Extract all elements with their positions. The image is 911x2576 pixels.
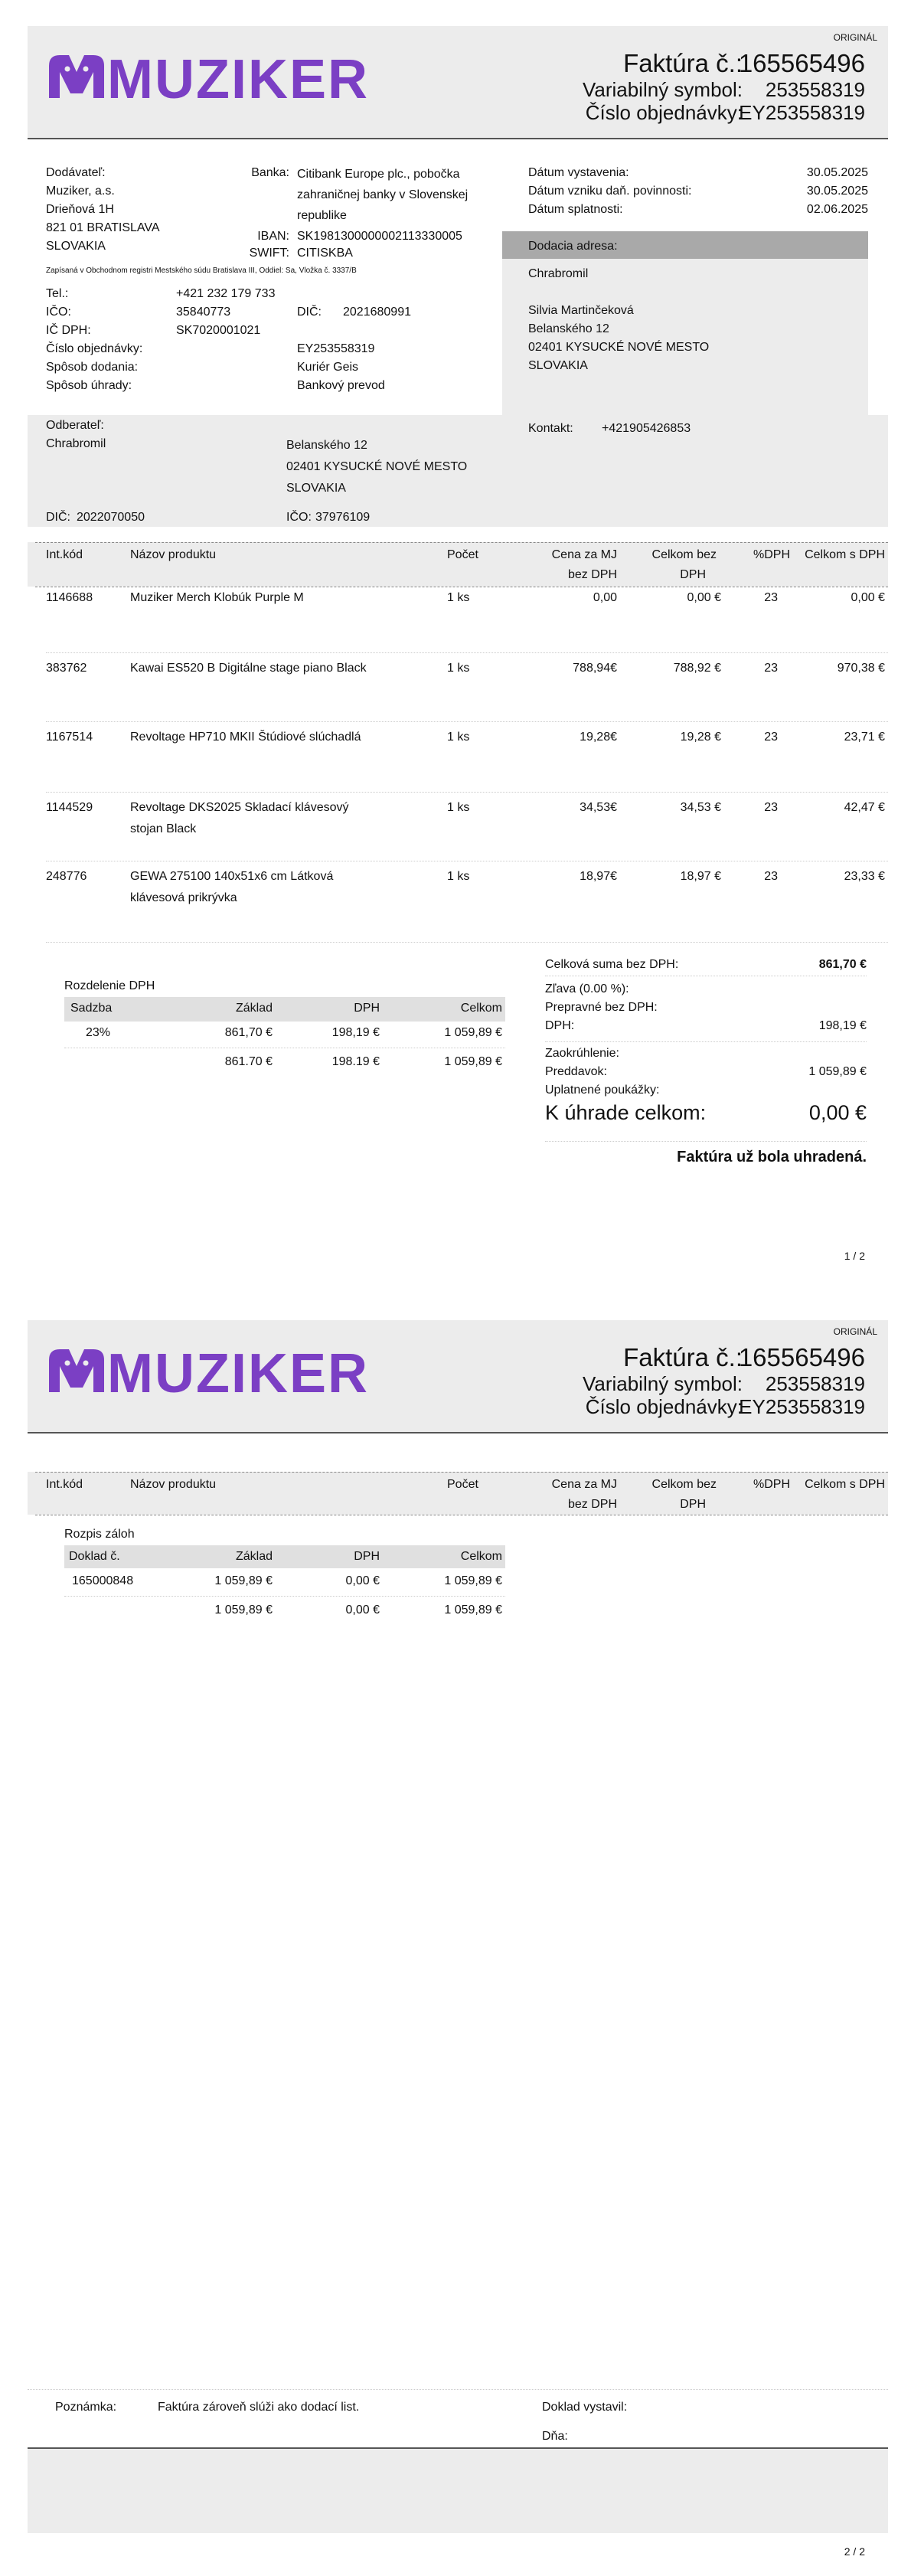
supplier-tel: +421 232 179 733: [176, 287, 276, 300]
delivery-title: Dodacia adresa:: [528, 240, 618, 253]
supplier-meta-labels: Tel.: IČO: IČ DPH: Číslo objednávky: Spôsob dodania: Spôsob úhrady:: [46, 287, 143, 392]
delivery-title-bar: [502, 231, 868, 259]
supplier-title: Dodávateľ:: [46, 166, 106, 179]
col-vat: %DPH: [753, 548, 790, 561]
paid-note: Faktúra už bola uhradená.: [677, 1149, 867, 1165]
customer-dic-label: DIČ:: [46, 511, 70, 524]
col-gross: Celkom s DPH: [805, 548, 885, 561]
original-label: ORIGINÁL: [833, 32, 877, 43]
advance-label: Preddavok:: [545, 1065, 607, 1078]
delivery-country: SLOVAKIA: [528, 359, 588, 372]
supplier-icdph: SK7020001021: [176, 324, 261, 337]
supplier-meta-values: [176, 285, 275, 340]
advance-amount: 1 059,89 €: [808, 1065, 867, 1078]
supplier-block: [46, 164, 160, 256]
delivery-street: Belanského 12: [528, 322, 609, 335]
amount-due-label: K úhrade celkom:: [545, 1101, 707, 1124]
var-symbol: 253558319: [765, 78, 865, 101]
note-text: Faktúra zároveň slúži ako dodací list.: [158, 2401, 360, 2414]
bank-name: Citibank Europe plc., pobočka zahraničnej banky v Slovenskej republike: [297, 168, 469, 222]
amount-due: 0,00 €: [808, 1101, 867, 1124]
vat-summary-title: Rozdelenie DPH: [64, 979, 155, 992]
due-date: 02.06.2025: [806, 203, 868, 216]
col-name: Názov produktu: [130, 548, 217, 561]
issued-by-label: Doklad vystavil:: [542, 2401, 628, 2414]
contact-label: Kontakt:: [528, 422, 573, 435]
supplier-street: Drieňová 1H: [46, 203, 114, 216]
col-code: Int.kód: [46, 548, 83, 561]
page-number-1: 1 / 2: [844, 1250, 865, 1262]
original-label: ORIGINÁL: [833, 1326, 877, 1337]
swift-label: SWIFT:: [249, 247, 289, 260]
rounding-label: Zaokrúhlenie:: [545, 1047, 619, 1060]
customer-block: [46, 417, 106, 453]
register-note: Zapísaná v Obchodnom registri Mestského súdu Bratislava III, Oddiel: Sa, Vložka č. 3337/B: [46, 266, 357, 275]
vat-label: DPH:: [545, 1019, 575, 1032]
swift: CITISKBA: [297, 247, 353, 260]
vouchers-label: Uplatnené poukážky:: [545, 1084, 660, 1097]
page2-header: ORIGINÁL MUZIKER Faktúra č.: Variabilný symbol: Číslo objednávky: 165565496 253558319 EY253558319: [28, 1320, 888, 1433]
delivery-name: Silvia Martinčeková: [528, 304, 634, 317]
col-qty: Počet: [447, 548, 478, 561]
col-unit: Cena za MJ bez DPH: [551, 548, 617, 581]
page1-header: [28, 26, 888, 139]
logo-text: MUZIKER: [107, 49, 369, 110]
dates-labels: Dátum vystavenia: Dátum vzniku daň. povinnosti: Dátum splatnosti:: [528, 166, 692, 216]
logo-text: MUZIKER: [107, 1343, 369, 1404]
supplier-delivery: Kuriér Geis: [297, 361, 359, 374]
delivery-block: [528, 265, 709, 375]
bank-label: Banka:: [251, 166, 289, 179]
customer-ico: 37976109: [315, 511, 371, 524]
footer-band: [28, 2449, 888, 2533]
customer-address: Belanského 12 02401 KYSUCKÉ NOVÉ MESTO SLOVAKIA: [286, 439, 468, 495]
order-label: Číslo objednávky:: [585, 101, 743, 124]
invoice-label: Faktúra č.:: [623, 49, 743, 77]
muziker-logo: [46, 49, 369, 110]
supplier-dic-label: DIČ:: [297, 306, 322, 319]
discount-label: Zľava (0.00 %):: [545, 982, 629, 995]
muziker-logo: [46, 1343, 369, 1404]
var-symbol-label: Variabilný symbol:: [582, 78, 743, 101]
customer-dic: 2022070050: [77, 511, 145, 524]
supplier-name: Muziker, a.s.: [46, 185, 115, 198]
vat-total: 198,19 €: [818, 1019, 867, 1032]
customer-title: Odberateľ:: [46, 419, 104, 432]
supplier-dic: 2021680991: [343, 306, 411, 319]
supplier-order: EY253558319: [297, 342, 375, 355]
note-label: Poznámka:: [55, 2401, 117, 2414]
supplier-country: SLOVAKIA: [46, 240, 106, 253]
col-net: Celkom bez DPH: [651, 548, 717, 581]
deposits-title: Rozpis záloh: [64, 1528, 135, 1541]
supplier-payment: Bankový prevod: [297, 379, 385, 392]
net-total: 861,70 €: [818, 958, 867, 971]
customer-ico-label: IČO:: [286, 511, 312, 524]
page-number-2: 2 / 2: [844, 2545, 865, 2558]
delivery-city: 02401 KYSUCKÉ NOVÉ MESTO: [528, 341, 710, 354]
supplier-city: 821 01 BRATISLAVA: [46, 221, 160, 234]
delivery-company: Chrabromil: [528, 267, 589, 280]
contact-phone: +421905426853: [602, 422, 691, 435]
issue-date: 30.05.2025: [806, 166, 868, 179]
net-total-label: Celková suma bez DPH:: [545, 958, 679, 971]
supplier-ico: 35840773: [176, 306, 231, 319]
order-number: EY253558319: [739, 101, 865, 124]
issued-date-label: Dňa:: [542, 2430, 568, 2443]
iban-label: IBAN:: [257, 230, 289, 243]
iban: SK1981300000002113330005: [297, 230, 462, 243]
invoice-number: 165565496: [738, 49, 865, 77]
tax-date: 30.05.2025: [806, 185, 868, 198]
dates-values: [766, 164, 868, 219]
customer-name: Chrabromil: [46, 437, 106, 450]
shipping-label: Prepravné bez DPH:: [545, 1001, 658, 1014]
